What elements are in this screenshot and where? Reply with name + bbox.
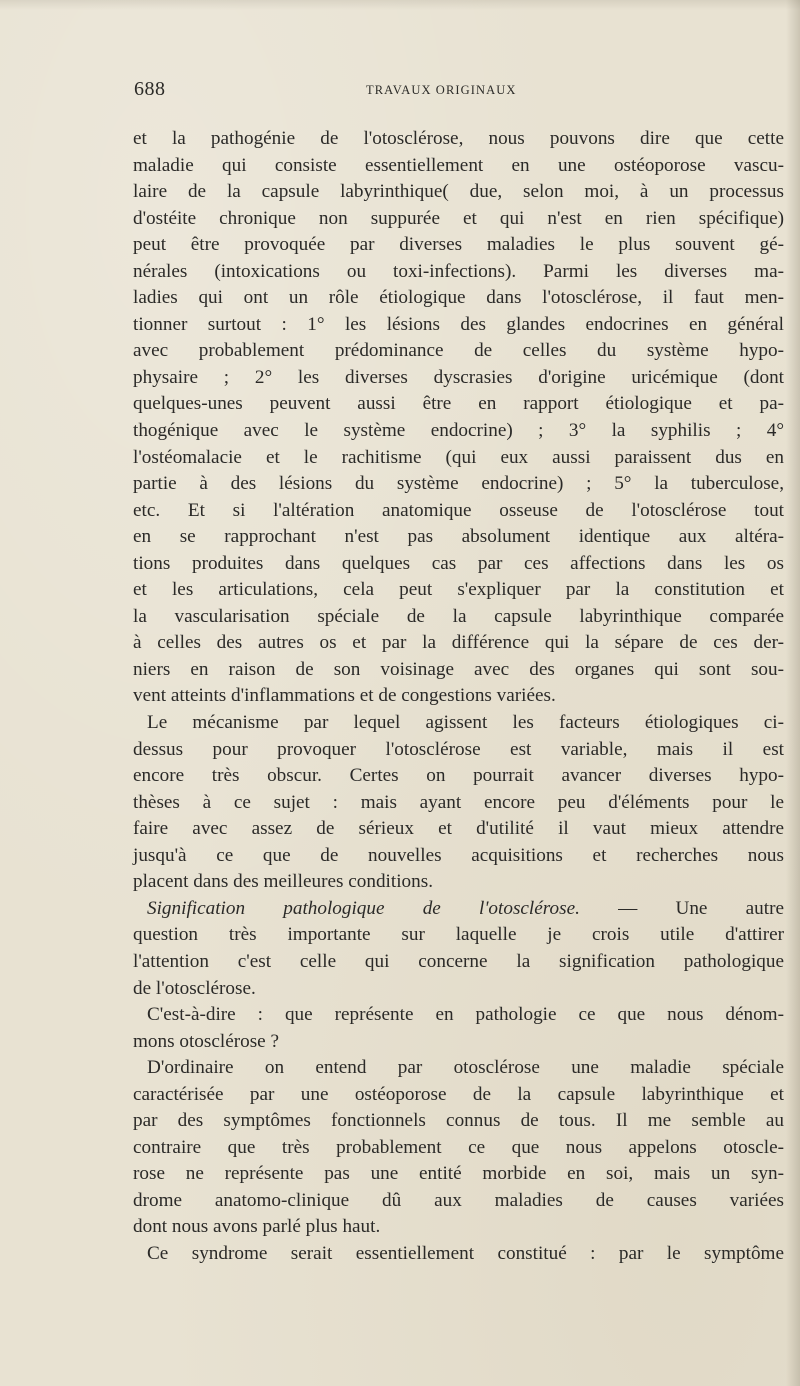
text-line: C'est-à-dire : que représente en pathologie ce que nous dénom- — [147, 1004, 784, 1026]
text-line: ladies qui ont un rôle étiologique dans l'otosclérose, il faut men- — [133, 287, 784, 309]
text-line: nérales (intoxications ou toxi-infections). Parmi les diverses ma- — [133, 260, 784, 282]
text-line: Ce syndrome serait essentiellement constitué : par le symptôme — [147, 1242, 784, 1264]
text-line: mons otosclérose ? — [133, 1030, 280, 1052]
text-line: thèses à ce sujet : mais ayant encore peu d'éléments pour le — [133, 791, 784, 813]
text-line: etc. Et si l'altération anatomique osseuse de l'otosclérose tout — [133, 499, 784, 521]
text-line: tionner surtout : 1° les lésions des glandes endocrines en général — [133, 313, 784, 335]
text-line: tions produites dans quelques cas par ces affections dans les os — [133, 552, 784, 574]
section-heading: Signification pathologique de l'otosclérose. — [147, 897, 580, 919]
text-line: la vascularisation spéciale de la capsule labyrinthique comparée — [133, 605, 784, 627]
page-header — [134, 78, 784, 102]
text-line: caractérisée par une ostéoporose de la capsule labyrinthique et — [133, 1083, 784, 1105]
page-number: 688 — [134, 78, 166, 100]
text-line: quelques-unes peuvent aussi être en rapport étiologique et pa- — [133, 393, 784, 415]
text-line: niers en raison de son voisinage avec des organes qui sont sou- — [133, 658, 784, 680]
text-line: l'ostéomalacie et le rachitisme (qui eux aussi paraissent dus en — [133, 446, 784, 468]
text-line: l'attention c'est celle qui concerne la signification pathologique — [133, 950, 784, 972]
text-line: d'ostéite chronique non suppurée et qui n'est en rien spécifique) — [133, 207, 784, 229]
body-text — [133, 126, 784, 1268]
running-head: TRAVAUX ORIGINAUX — [366, 83, 517, 97]
section-heading-line — [133, 896, 784, 923]
text-line: à celles des autres os et par la différence qui la sépare de ces der- — [133, 632, 784, 654]
text-line: faire avec assez de sérieux et d'utilité il vaut mieux attendre — [133, 818, 784, 840]
text-line: jusqu'à ce que de nouvelles acquisitions et recherches nous — [133, 844, 784, 866]
text-line: — Une autre — [618, 897, 784, 919]
text-line: question très importante sur laquelle je crois utile d'attirer — [133, 924, 784, 946]
text-line: thogénique avec le système endocrine) ; 3° la syphilis ; 4° — [133, 420, 784, 442]
text-line: avec probablement prédominance de celles du système hypo- — [133, 340, 784, 362]
text-line: contraire que très probablement ce que nous appelons otoscle- — [133, 1136, 784, 1158]
page-gutter-shadow — [786, 0, 800, 1386]
text-line: et les articulations, cela peut s'expliquer par la constitution et — [133, 579, 784, 601]
text-line: rose ne représente pas une entité morbide en soi, mais un syn- — [133, 1163, 784, 1185]
text-line: encore très obscur. Certes on pourrait avancer diverses hypo- — [133, 765, 784, 787]
text-line: maladie qui consiste essentiellement en une ostéoporose vascu- — [133, 154, 784, 176]
text-line: partie à des lésions du système endocrine) ; 5° la tuberculose, — [133, 473, 784, 495]
text-line: en se rapprochant n'est pas absolument identique aux altéra- — [133, 526, 784, 548]
text-line: dont nous avons parlé plus haut. — [133, 1216, 381, 1238]
text-line: Le mécanisme par lequel agissent les facteurs étiologiques ci- — [147, 712, 784, 734]
text-line: dessus pour provoquer l'otosclérose est variable, mais il est — [133, 738, 784, 760]
text-line: de l'otosclérose. — [133, 977, 256, 999]
text-line: physaire ; 2° les diverses dyscrasies d'origine uricémique (dont — [133, 366, 784, 388]
text-line: laire de la capsule labyrinthique( due, selon moi, à un processus — [133, 181, 784, 203]
text-line: D'ordinaire on entend par otosclérose une maladie spéciale — [147, 1057, 784, 1079]
text-line: et la pathogénie de l'otosclérose, nous pouvons dire que cette — [133, 128, 784, 149]
text-line: placent dans des meilleures conditions. — [133, 871, 433, 893]
text-line: vent atteints d'inflammations et de congestions variées. — [133, 685, 556, 707]
page-top-shadow — [0, 0, 800, 10]
text-line: par des symptômes fonctionnels connus de tous. Il me semble au — [133, 1110, 784, 1132]
text-line: drome anatomo-clinique dû aux maladies de causes variées — [133, 1189, 784, 1211]
text-line: peut être provoquée par diverses maladies le plus souvent gé- — [133, 234, 784, 256]
